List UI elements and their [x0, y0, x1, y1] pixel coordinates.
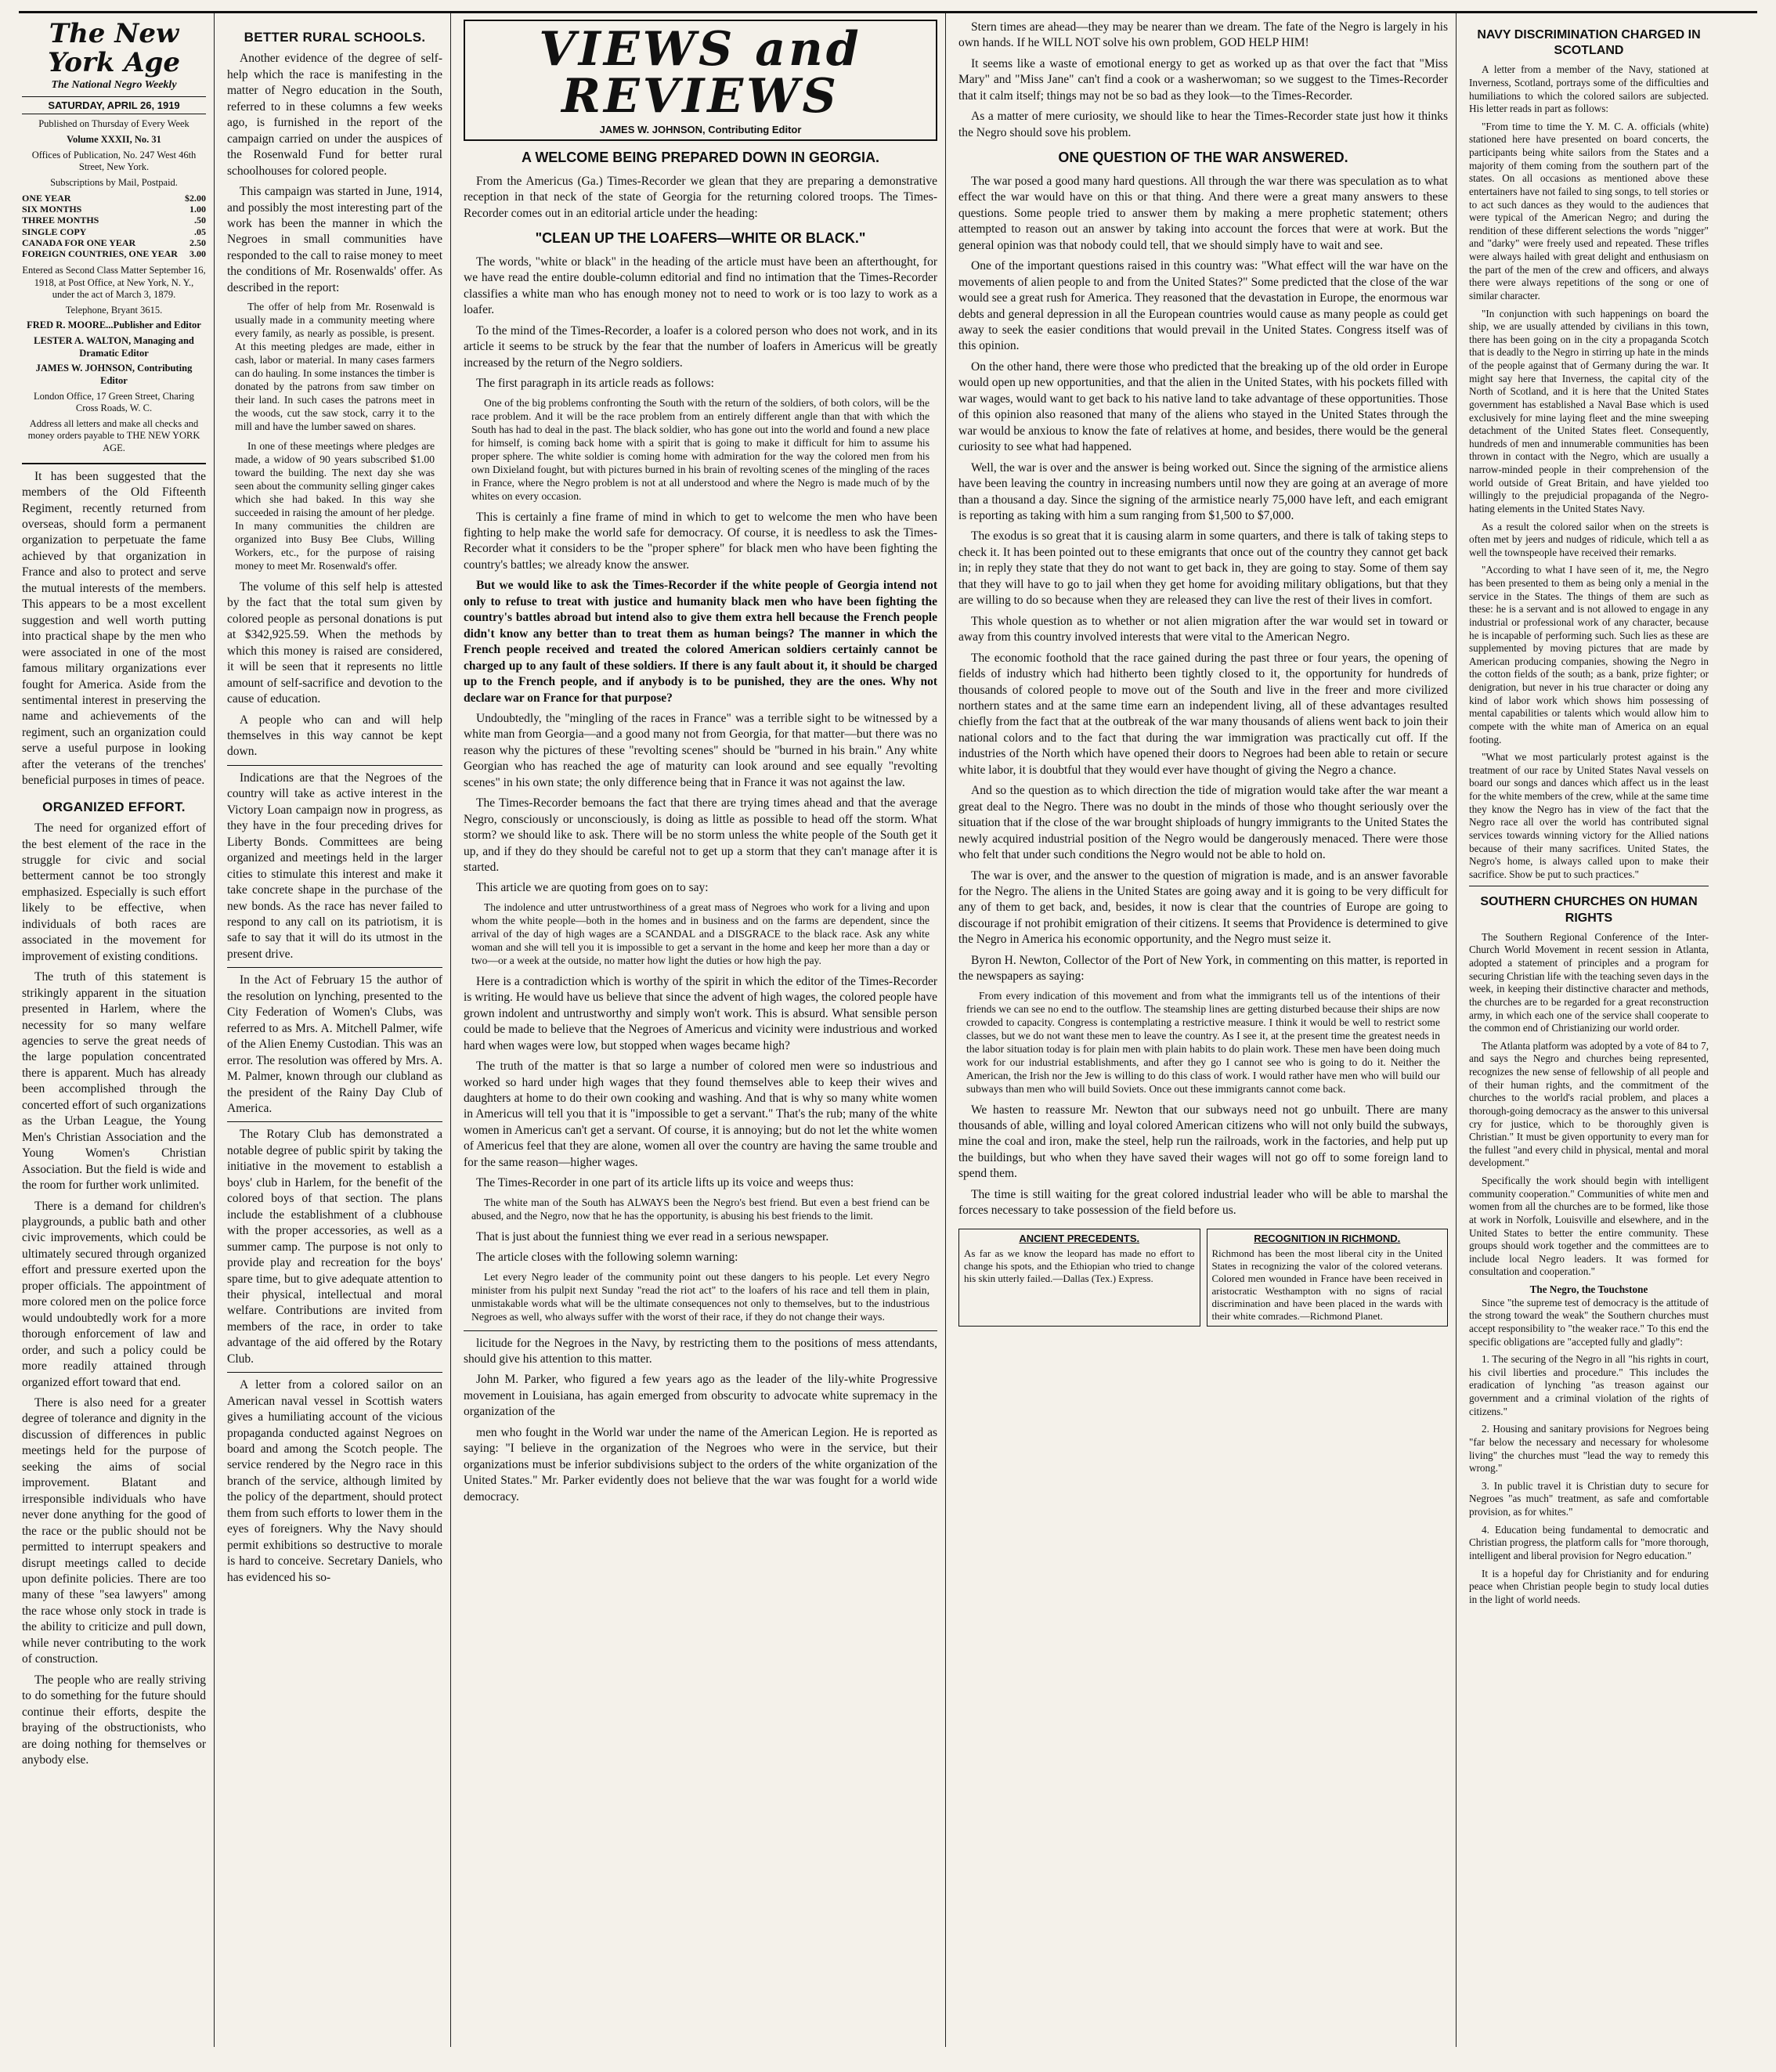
article-paragraph: The first paragraph in its article reads as follows:: [476, 377, 714, 391]
editorial-paragraph: Another evidence of the degree of self-help which the race is manifesting in the matter of Negro education in the South, referred to in these columns a few weeks ago, is furnished in the report of the campaign carried on under the auspices of the Rosenwald Fund for better rural schoolhouses for colored people.: [227, 52, 442, 178]
staff-line: LESTER A. WALTON, Managing and Dramatic Editor: [34, 335, 194, 359]
subscriptions-line: Subscriptions by Mail, Postpaid.: [50, 176, 178, 188]
article-paragraph: The time is still waiting for the great colored industrial leader who will be able to marshal the forces necessary to take possession of the field before us.: [958, 1187, 1448, 1218]
newspaper-page: [19, 11, 1757, 2047]
column-2: [224, 13, 451, 2047]
rate-row: FOREIGN COUNTRIES, ONE YEAR 3.00: [22, 248, 206, 260]
article-paragraph: It is a hopeful day for Christianity and for enduring peace when Christian people begin to study local duties in the light of world needs.: [1469, 1567, 1709, 1605]
article-paragraph: 2. Housing and sanitary provisions for Negroes being "far below the necessary and necessary for wholesome living" the churches must "lead the way to remedy this wrong.": [1469, 1423, 1709, 1475]
article-paragraph: As a matter of mere curiosity, we should like to hear the Times-Recorder state just how it thinks the Negro should sove his problem.: [958, 110, 1448, 139]
quoted-passage: The white man of the South has ALWAYS been the Negro's best friend. But even a best friend can be abused, and the Negro, now that he has the opportunity, is abusing his best friends to the limit.: [471, 1196, 930, 1222]
article-paragraph: The Times-Recorder bemoans the fact that there are trying times ahead and that the average Negro, consciously or unconsciously, is doing as little as possible to head off the storm. What storm? we should like to ask. There will be no storm unless the white people of the South get it up, and if they do they should be careful not to get up a storm that they can't manage after it is started.: [464, 796, 937, 875]
article-paragraph: The article closes with the following solemn warning:: [476, 1251, 738, 1265]
divider: [227, 765, 442, 766]
article-paragraph: The Times-Recorder in one part of its article lifts up its voice and weeps thus:: [476, 1176, 854, 1190]
staff-line: FRED R. MOORE...Publisher and Editor: [27, 319, 201, 331]
article-paragraph: And so the question as to which direction the tide of migration would take after the war meant a great deal to the Negro. There was no doubt in the minds of those who thought seriously over the situation that if the close of the war brought shiploads of hungry immigrants to the United States the newly acquired industrial position of the Negro would be dangerously menaced. There were those who felt that under such conditions the Negro would not be able to hold on.: [958, 784, 1448, 862]
article-heading: SOUTHERN CHURCHES ON HUMAN RIGHTS: [1480, 895, 1698, 925]
article-paragraph: John M. Parker, who figured a few years ago as the leader of the lily-white Progressive movement in Louisiana, has again emerged from obscurity to advocate white supremacy in the organization of the: [464, 1373, 937, 1419]
article-paragraph: "What we most particularly protest against is the treatment of our race by United States Naval vessels on board our songs and dances which affect us in the least for the white members of the crew, while at the same time they know the Negro has in view of the fact that the Negro race all over the world has contributed signal services towards winning victory for the Allied nations because of their many sacrifices. United States, the Negro's home, is always called upon to make their sacrifice. Show be put to such practices.": [1469, 751, 1709, 880]
rate-row: ONE YEAR $2.00: [22, 192, 206, 204]
column-1: [19, 13, 215, 2047]
column-4: [955, 13, 1457, 2047]
article-paragraph: One of the important questions raised in this country was: "What effect will the war have on the movements of alien people to and from the United States?" Some predicted that the close of the war would see a great rush for America. They reasoned that the devastation in Europe, the enormous war debts and general depression in all the European countries would cause as many people as could get away to seek the easier conditions that would prevail in the United States. Congress itself was of this opinion.: [958, 259, 1448, 353]
telephone-line: Telephone, Bryant 3615.: [65, 304, 163, 316]
ancient-precedents-box: [958, 1229, 1200, 1327]
bottom-boxes: [958, 1224, 1448, 1332]
box-text: As far as we know the leopard has made no effort to change his spots, and the Ethiopian who tried to change his skin utterly failed.—Dallas (Tex.) Express.: [964, 1247, 1195, 1285]
divider: [227, 967, 442, 968]
article-paragraph: "From time to time the Y. M. C. A. officials (white) stationed here have presented on board concerts, the participants being white sailors from the States and a majority of them coming from the southern part of the states. On all occasions as mentioned above these entertainers have not failed to sing songs, to tell stories or to act such dances as they would to the audiences that were typical of the American Negro; and during the rendition of these different selections the words "nigger" and "darky" were freely used and repeated. These trifles were always hailed with great delight and enthusiasm on the part of the men of the crew and officers, and always there were always repetitions of the song or one of similar character.: [1469, 120, 1709, 301]
article-paragraph: 4. Education being fundamental to democratic and Christian progress, the platform calls for "more thorough, intelligent and liberal provision for Negro education.": [1469, 1523, 1709, 1561]
article-paragraph: 3. In public travel it is Christian duty to secure for Negroes "as much" treatment, as safe and comfortable provision, as for whites.": [1469, 1479, 1709, 1518]
published-line: Published on Thursday of Every Week: [38, 118, 190, 130]
article-paragraph: The war is over, and the answer to the question of migration is made, and is an answer favorable for the Negro. The aliens in the United States are going away and it is going to be very difficult for any of them to get back, and, besides, it now is clear that the countries of Europe are going to discourage if not prohibit emigration of their citizens. It seems that Providence is determined to give the Negro in America his economic opportunity, and the Negro must seize it.: [958, 868, 1448, 947]
volume-line: Volume XXXII, No. 31: [67, 134, 161, 146]
article-subheading: The Negro, the Touchstone: [1529, 1283, 1648, 1295]
office-line: Offices of Publication, No. 247 West 46th Street, New York.: [31, 149, 197, 173]
article-paragraph: That is just about the funniest thing we ever read in a serious newspaper.: [476, 1229, 829, 1244]
section-title: VIEWS and REVIEWS: [539, 22, 862, 124]
article-heading: ONE QUESTION OF THE WAR ANSWERED.: [1058, 150, 1348, 166]
editorial-paragraph: This campaign was started in June, 1914, and possibly the most interesting part of the work has been the manner in which the Negroes in small communities have responded to the call to raise money to meet the conditions of Mr. Rosenwalds' offer. As described in the report:: [227, 185, 442, 294]
article-heading: NAVY DISCRIMINATION CHARGED IN SCOTLAND: [1477, 28, 1701, 58]
quoted-passage: The offer of help from Mr. Rosenwald is usually made in a community meeting where every family, as nearly as possible, is present. At this meeting pledges are made, either in cash, labor or material. In many cases farmers can do hauling. In some instances the timber is donated by the patrons from saw timber on their land. In such cases the patrons meet in the woods, cut the saw stock, carry it to the mill and have the lumber sawed on shares.: [235, 301, 435, 433]
article-paragraph: The Atlanta platform was adopted by a vote of 84 to 7, and says the Negro and churches being represented, recognizes the new sense of fellowship of all people and of their human rights, and the commitment of the churches to the world's racial problem, and places a thorough-going democracy as the answer to this universal cry for justice, which to be thoroughly given is Christian." It must be given opportunity to every man for the fullest "and every child in physical, mental and moral development.": [1469, 1039, 1709, 1169]
article-paragraph: "In conjunction with such happenings on board the ship, we are usually attended by civilians in this town, there has been going on in the city a propaganda Scotch that is deadly to the Negro in stirring up hate in the minds of the people against that of Germany during the war. It might say here that Inverness, the capital city of the North of Scotland, and it is here that the United States government has established a Naval Base which is used exclusively for mine laying fleet and the mine sweeping detachment of the United States fleet. Consequently, hundreds of men and innumerable communities has been thrown in contact with the Negro, which are usually a narrow-minded people in their comprehension of the world outside of Great Britain, and have yielded too willingly to the prejudicial propaganda of the Negro-hating elements in the United States Navy.: [1469, 307, 1709, 514]
article-paragraph: From the Americus (Ga.) Times-Recorder we glean that they are preparing a demonstrative reception in that neck of the state of Georgia for the returning colored troops. The Times-Recorder comes out in an editorial article under the heading:: [464, 174, 937, 220]
article-paragraph: This whole question as to whether or not alien migration after the war would set in toward or away from this country involved interests that were vital to the American Negro.: [958, 614, 1448, 644]
article-paragraph: Specifically the work should begin with intelligent community cooperation." Communities of white men and women from all the churches are to be formed, like those at work in Norfolk, Louisville and elsewhere, and in the United States to better the entire community. These groups should work together and the committees are to include local Negro leaders. It was formed for consultation and cooperation.": [1469, 1175, 1709, 1278]
editorial-paragraph: A people who can and will help themselves in this way cannot be kept down.: [227, 713, 442, 759]
box-title: RECOGNITION IN RICHMOND.: [1254, 1232, 1401, 1244]
article-heading: ORGANIZED EFFORT.: [42, 799, 186, 814]
editorial-paragraph: Indications are that the Negroes of the country will take as active interest in the Victory Loan campaign now in progress, as they have in the four preceding drives for Liberty Bonds. Committees are being organized and meetings held in the larger cities to stimulate this interest and make it take concrete shape in the purchase of the new bonds. As the race has never failed to respond to any call on its patriotism, it is safe to say that it will do its utmost in the present drive.: [227, 771, 442, 961]
masthead: [22, 20, 206, 464]
masthead-subtitle: The National Negro Weekly: [51, 78, 177, 91]
article-paragraph: This article we are quoting from goes on to say:: [476, 881, 709, 895]
quoted-passage: In one of these meetings where pledges are made, a widow of 90 years subscribed $1.00 toward the building. The next day she was seen about the community selling ginger cakes which she had baked. In this way she succeeded in raising the amount of her pledge. In many communities the children are organized into Busy Bee Clubs, Willing Workers, etc., for the purpose of raising money to meet Mr. Rosenwald's offer.: [235, 440, 435, 572]
editorial-paragraph: There is a demand for children's playgrounds, a public bath and other civic improvements, which could be ultimately secured through organized effort and pressure exerted upon the proper officials. The appointment of more colored men on the police force would undoubtedly work for a more thorough enforcement of law and order, and such a policy could be more readily attained through organized effort toward that end.: [22, 1199, 206, 1389]
section-editor: JAMES W. JOHNSON, Contributing Editor: [599, 124, 802, 135]
column-3: [460, 13, 946, 2047]
article-paragraph: A letter from a member of the Navy, stationed at Inverness, Scotland, portrays some of the difficulties and humiliations to which the colored sailors are subjected. His letter reads in part as follows:: [1469, 63, 1709, 115]
entered-line: Entered as Second Class Matter September 16, 1918, at Post Office, at New York, N. Y., under the act of March 3, 1879.: [22, 264, 206, 301]
box-title: ANCIENT PRECEDENTS.: [1019, 1232, 1140, 1244]
article-heading: A WELCOME BEING PREPARED DOWN IN GEORGIA.: [521, 150, 879, 166]
article-paragraph: Byron H. Newton, Collector of the Port of New York, in commenting on this matter, is reported in the newspapers as saying:: [958, 953, 1448, 984]
article-paragraph: The words, "white or black" in the heading of the article must have been an afterthought, for we have read the entire double-column editorial and find no intimation that the Times-Recorder classifies a white man who has enough money not to need to work or is too lazy to work as a loafer.: [464, 255, 937, 317]
views-and-reviews-banner: [464, 20, 937, 141]
article-paragraph: We hasten to reassure Mr. Newton that our subways need not go unbuilt. There are many thousands of able, willing and loyal colored American citizens who will not only build the subways, mine the coal and iron, make the steel, help run the railroads, work in the factories, and help put up the buildings, but who when they have saved their wages will not go off to some foreign land to spend them.: [958, 1103, 1448, 1181]
article-paragraph: Well, the war is over and the answer is being worked out. Since the signing of the armistice aliens have been leaving the country in increasing numbers until now they are going at an average of more than a thousand a day. Since the signing of the armistice nearly 75,000 have left, and each emigrant is reporting as taking with him a sum ranging from $1,500 to $7,000.: [958, 460, 1448, 522]
editorial-paragraph: The volume of this self help is attested by the fact that the total sum given by colored people as personal donations is put at $342,925.59. When the methods by which this money is raised are considered, it will be seen that it represents no little amount of self-sacrifice and devotion to the cause of education.: [227, 579, 442, 706]
article-paragraph: As a result the colored sailor when on the streets is often met by jeers and nudges of ridicule, which tell a as well the townspeople have received their remarks.: [1469, 520, 1709, 558]
rate-row: CANADA FOR ONE YEAR 2.50: [22, 237, 206, 249]
article-paragraph: The economic foothold that the race gained during the past three or four years, the opening of fields of industry which had hitherto been tightly closed to it, the opportunity for hundreds of thousands of colored people to move out of the South and live in the freer and more civilized northern states and at the same time earn an independent living, all of these advantages resulted chiefly from the fact that at the outbreak of the war many thousands of aliens went back to join their national colors and to the fact that during the war immigration was practically cut off. If the industries of the North which have opened their doors to Negroes had been able to retain or secure white labor, it is doubtful that they would ever have thought of giving the Negro a chance.: [958, 651, 1448, 777]
quoted-passage: One of the big problems confronting the South with the return of the soldiers, of both colors, will be the race problem. And it will be the race problem from an entirely different angle than that with which the South has had to deal in the past. The black soldier, who has gone out into the world and found a new place for himself, is coming back home with a spirit that is going to make it difficult for him to assume his proper sphere. The white soldier is coming home with admiration for the way the colored men from his own Dixieland fought, but with pictures burned in his brain of revolting scenes of the mingling of the races in France, where the Negro problem is not at all understood and where the Negro is made much of by the whites on every occasion.: [471, 396, 930, 502]
box-text: Richmond has been the most liberal city in the United States in recognizing the valor of the colored veterans. Colored men wounded in France have been received in aristocratic Westhampton with no signs of racial discrimination and have been placed in the wards with their white comrades.—Richmond Planet.: [1211, 1247, 1442, 1323]
editorial-paragraph: There is also need for a greater degree of tolerance and dignity in the discussion of differences in public meetings held for the purpose of seeking the aims of social improvement. Blatant and irresponsible individuals who have never done anything for the good of the race or the public should not be permitted to interrupt speakers and disrupt meetings called to decide upon definite policies. There are too many of these "sea lawyers" among the race whose only stock in trade is the ability to criticize and pull down, while never contributing to the work of construction.: [22, 1395, 206, 1666]
editorial-paragraph: In the Act of February 15 the author of the resolution on lynching, presented to the City Federation of Women's Clubs, was referred to as Mrs. A. Mitchell Palmer, wife of the Alien Enemy Custodian. This was an error. The resolution was offered by Mrs. A. M. Palmer, known through our clubland as the president of the Rainy Day Club of America.: [227, 973, 442, 1115]
article-paragraph: men who fought in the World war under the name of the American Legion. He is reported as saying: "I believe in the organization of the Negroes who were in the service, but their organizations must be inferior subdivisions subject to the orders of the white organization of the United States." Mr. Parker evidently does not believe that the war was fought for a world wide democracy.: [464, 1425, 937, 1503]
rate-row: SIX MONTHS 1.00: [22, 203, 206, 215]
article-paragraph: Since "the supreme test of democracy is the attitude of the strong toward the weak" the Southern churches must accept responsibility to "the weaker race." To this end the specific obligations are "accepted fully and gladly":: [1469, 1296, 1709, 1348]
article-subheading: "CLEAN UP THE LOAFERS—WHITE OR BLACK.": [535, 230, 866, 247]
rate-row: THREE MONTHS .50: [22, 215, 206, 226]
editorial-paragraph: The need for organized effort of the best element of the race in the struggle for civic and social betterment cannot be too strongly emphasized. Especially is such effort likely to be effective, when individuals of both races are associated in the movement for improvement of existing conditions.: [22, 821, 206, 963]
article-paragraph: The war posed a good many hard questions. All through the war there was speculation as to what effect the war would have on this or that thing. And there were a great many answers to these questions. Some people tried to answer them by making a mere prophetic statement; others attempted to reason out an answer by taking into account the forces that were at work. But the general opinion was that nobody could tell, that we should simply have to wait and see.: [958, 174, 1448, 252]
divider: [227, 1121, 442, 1122]
article-paragraph: This is certainly a fine frame of mind in which to get to welcome the men who have been fighting to help make the world safe for democracy. Of course, it is needless to ask the Times-Recorder what it considers to be the "proper sphere" for black men who have been fighting the country's battles; we already know the answer.: [464, 510, 937, 572]
article-paragraph: The truth of the matter is that so large a number of colored men were so industrious and worked so hard under high wages that they found themselves able to keep their wives and daughters at home to do their own cooking and washing. And that is why so many white women in Americus will tell you that it is "impossible to get a servant." That's the rub; many of the white women in Americus can't get a servant. Of course, it is annoying; but do not let the white women of Americus feel that they are alone, women all over the country are having the same trouble and for the same reason—higher wages.: [464, 1059, 937, 1169]
article-paragraph: Here is a contradiction which is worthy of the spirit in which the editor of the Times-Recorder is writing. He would have us believe that since the advent of high wages, the colored people have grown indolent and untrustworthy and simply won't work. This is absurd. What sensible person could be made to believe that the Negroes of Americus and vicinity were industrious and worked hard when wages were low, but stopped when wages became high?: [464, 974, 937, 1052]
column-5: [1466, 13, 1716, 2047]
article-paragraph: 1. The securing of the Negro in all "his rights in court, his civil liberties and procedure." This includes the eradication of lynching "as treason against our government and a criminal violation of the rights of citizens.": [1469, 1353, 1709, 1417]
article-paragraph: It seems like a waste of emotional energy to get as worked up as that over the fact that "Miss Mary" and "Miss Jane" can't find a cook or a washerwoman; so we suggest to the Times-Recorder that it calm itself; things may not be so bad as they look—to the Times-Recorder.: [958, 56, 1448, 103]
editorial-paragraph: It has been suggested that the members of the Old Fifteenth Regiment, recently returned from overseas, should form a permanent organization to perpetuate the fame achieved by that organization in France and also to protect and serve the mutual interests of the members. This appears to be a most excellent suggestion and well worth putting into practical shape by the men who were associated in one of the most famous military organizations ever fought for America. Aside from the sentimental interest in preserving the name and achievements of the regiment, such an organization could serve a useful purpose in looking after the veterans of the trenches' beneficial purposes in times of peace.: [22, 469, 206, 788]
staff-line: JAMES W. JOHNSON, Contributing Editor: [35, 363, 193, 386]
divider: [227, 1372, 442, 1373]
article-paragraph: Stern times are ahead—they may be nearer than we dream. The fate of the Negro is largely in his own hands. If he WILL NOT solve his own problem, GOD HELP HIM!: [958, 20, 1448, 50]
article-paragraph: The Southern Regional Conference of the Inter-Church World Movement in recent session in Atlanta, adopted a statement of principles and a program for securing Christian life with the teaching seven days in the week, in keeping their distinctive character and methods, the churches are to be regarded for a great reconstruction army, in which each one of the service shall cooperate to the common end of Christianizing our world order.: [1469, 930, 1709, 1034]
quoted-passage: Let every Negro leader of the community point out these dangers to his people. Let every Negro minister from his pulpit next Sunday "read the riot act" to the loafers of his race and tell them in plain, unmistakable words what will be the ultimate consequences not only to themselves, but to the industrious Negroes as well, who always suffer with the worst of their race, if they do not change their ways.: [471, 1270, 930, 1323]
article-paragraph: On the other hand, there were those who predicted that the breaking up of the old order in Europe would open up new opportunities, and that the alien in the United States, with his pockets filled with war wages, would want to get back to his native land to take advantage of these opportunities. Those of this opinion also reasoned that many of the aliens who stayed in the United States through the war would be anxious to know the fate of relatives at home, and besides, there would be the general curiosity to see what had happened.: [958, 359, 1448, 454]
recognition-in-richmond-box: [1207, 1229, 1449, 1327]
article-paragraph: licitude for the Negroes in the Navy, by restricting them to the positions of mess attendants, should give his attention to this matter.: [464, 1336, 937, 1366]
article-paragraph: But we would like to ask the Times-Recorder if the white people of Georgia intend not only to refuse to treat with justice and humanity black men who have been fighting the country's battles abroad but intend also to give them extra hell because the French people didn't know any better than to treat them as human beings? The manner in which the French people received and treated the colored American soldiers certainly cannot be charged up to any fault of these soldiers. If there is any fault about it, it should be charged up to the French people, and if anybody is to be punished, they are the ones. Why not declare war on France for that purpose?: [464, 579, 937, 705]
quoted-passage: From every indication of this movement and from what the immigrants tell us of the intentions of their friends we can see no end to the outflow. The steamship lines are getting disturbed because their ships are now crowded to capacity. Congress is contemplating a restrictive measure. I think it would be well to restrict some classes, but we do not want these men to leave the country. As I see it, at the present time the greatest needs in the labor situation today is for plain men with plain habits to do plain work. These men have been doing much work for our industrial establishments, and after they go I cannot see who is going to do it. Neither the American, the Irish nor the Jew is willing to do this class of work. I would rather have men who will build our subways than men who will build Soviets. Once out these immigrants cannot come back.: [966, 989, 1440, 1095]
article-paragraph: To the mind of the Times-Recorder, a loafer is a colored person who does not work, and in its article it seems to be struck by the fear that the number of loafers in Americus will be greatly increased by the return of the Negro soldiers.: [464, 323, 937, 370]
editorial-paragraph: The people who are really striving to do something for the future should continue their efforts, despite the braying of the obstructionists, who are doing nothing for themselves or anybody else.: [22, 1673, 206, 1767]
editorial-paragraph: The Rotary Club has demonstrated a notable degree of public spirit by taking the initiative in the movement to establish a boys' club in Harlem, for the benefit of the colored boys of that section. The plans include the establishment of a clubhouse with the proper accessories, as well as a summer camp. The purpose is not only to provide play and recreation for the boys' spare time, but to give adequate attention to their physical, intellectual and moral welfare. Contributions are invited from members of the race, in order to take advantage of the aid offered by the Rotary Club.: [227, 1128, 442, 1366]
article-paragraph: "According to what I have seen of it, me, the Negro has been presented to them as being only a menial in the service in the States. The things of them are such as these: he is a servant and is not allowed to engage in any industrial or professional work of any character, because he is incapable of performing such. Such lies as these are supplemented by moving pictures that are made by American producing companies, showing the Negro in the cotton fields of the south; as a bank, prize fighter; or denigration, but never in his true character or doing any kind of labor work which shows him possessing of mental capabilities or talents which would allow him to compete with the white man of America on an equal footing.: [1469, 564, 1709, 745]
article-heading: BETTER RURAL SCHOOLS.: [244, 30, 426, 45]
address-line: Address all letters and make all checks and money orders payable to THE NEW YORK AGE.: [27, 417, 200, 453]
editorial-paragraph: The truth of this statement is strikingly apparent in the situation presented in Harlem, where the necessity for so many welfare agencies to serve the great needs of the large population concentrated there is apparent. Much has already been accomplished through the concerted effort of such organizations as the Urban League, the Young Men's Christian Association and the Young Women's Christian Association. But the field is wide and the room for further work unlimited.: [22, 970, 206, 1193]
masthead-title: The New York Age: [47, 18, 181, 79]
article-paragraph: The exodus is so great that it is causing alarm in some quarters, and there is talk of taking steps to check it. It has been pointed out to these emigrants that once out of the country they cannot get back in; in reply they state that they do not want to get back in, they are going to stay. Some of them say that they will have to go to jail when they get home for avoiding military obligations, but that they are willing to do so because when they are released they can live the rest of their lives in comfort.: [958, 529, 1448, 608]
article-paragraph: Undoubtedly, the "mingling of the races in France" was a terrible sight to be witnessed by a white man from Georgia—and a good many not from Georgia, for that matter—but there was no reason why the pictures of these "revolting scenes" should be "burned in his brain." Any white Georgian who has reached the age of maturity can look around and see equally "revolting scenes" in his own state; the only difference being that in France it was not against the law.: [464, 711, 937, 789]
rate-row: SINGLE COPY .05: [22, 226, 206, 237]
editorial-paragraph: A letter from a colored sailor on an American naval vessel in Scottish waters gives a humiliating account of the vicious propaganda conducted against Negroes on board and among the Scotch people. The service rendered by the Negro race in this branch of the service, although limited by the policy of the department, should protect them from such efforts to lower them in the eyes of foreigners. Why the Navy should permit exhibitions so destructive to morale is hard to conceive. Secretary Daniels, who has evidenced his so-: [227, 1378, 442, 1584]
london-office-line: London Office, 17 Green Street, Charing Cross Roads, W. C.: [34, 390, 194, 414]
issue-date: SATURDAY, APRIL 26, 1919: [22, 96, 206, 114]
subscription-rates: [22, 193, 206, 260]
divider: [464, 1330, 937, 1331]
quoted-passage: The indolence and utter untrustworthiness of a great mass of Negroes who work for a living and upon whom the white people—both in the homes and in business and on the farms are dependent, since the arrival of the day of high wages are a SCANDAL and a DISGRACE to the black race. Ask any white woman and she will tell you it is impossible to get a servant in the home and keep her more than a day or two—or a week at the outside, no matter how light the duties or how high the pay.: [471, 901, 930, 966]
